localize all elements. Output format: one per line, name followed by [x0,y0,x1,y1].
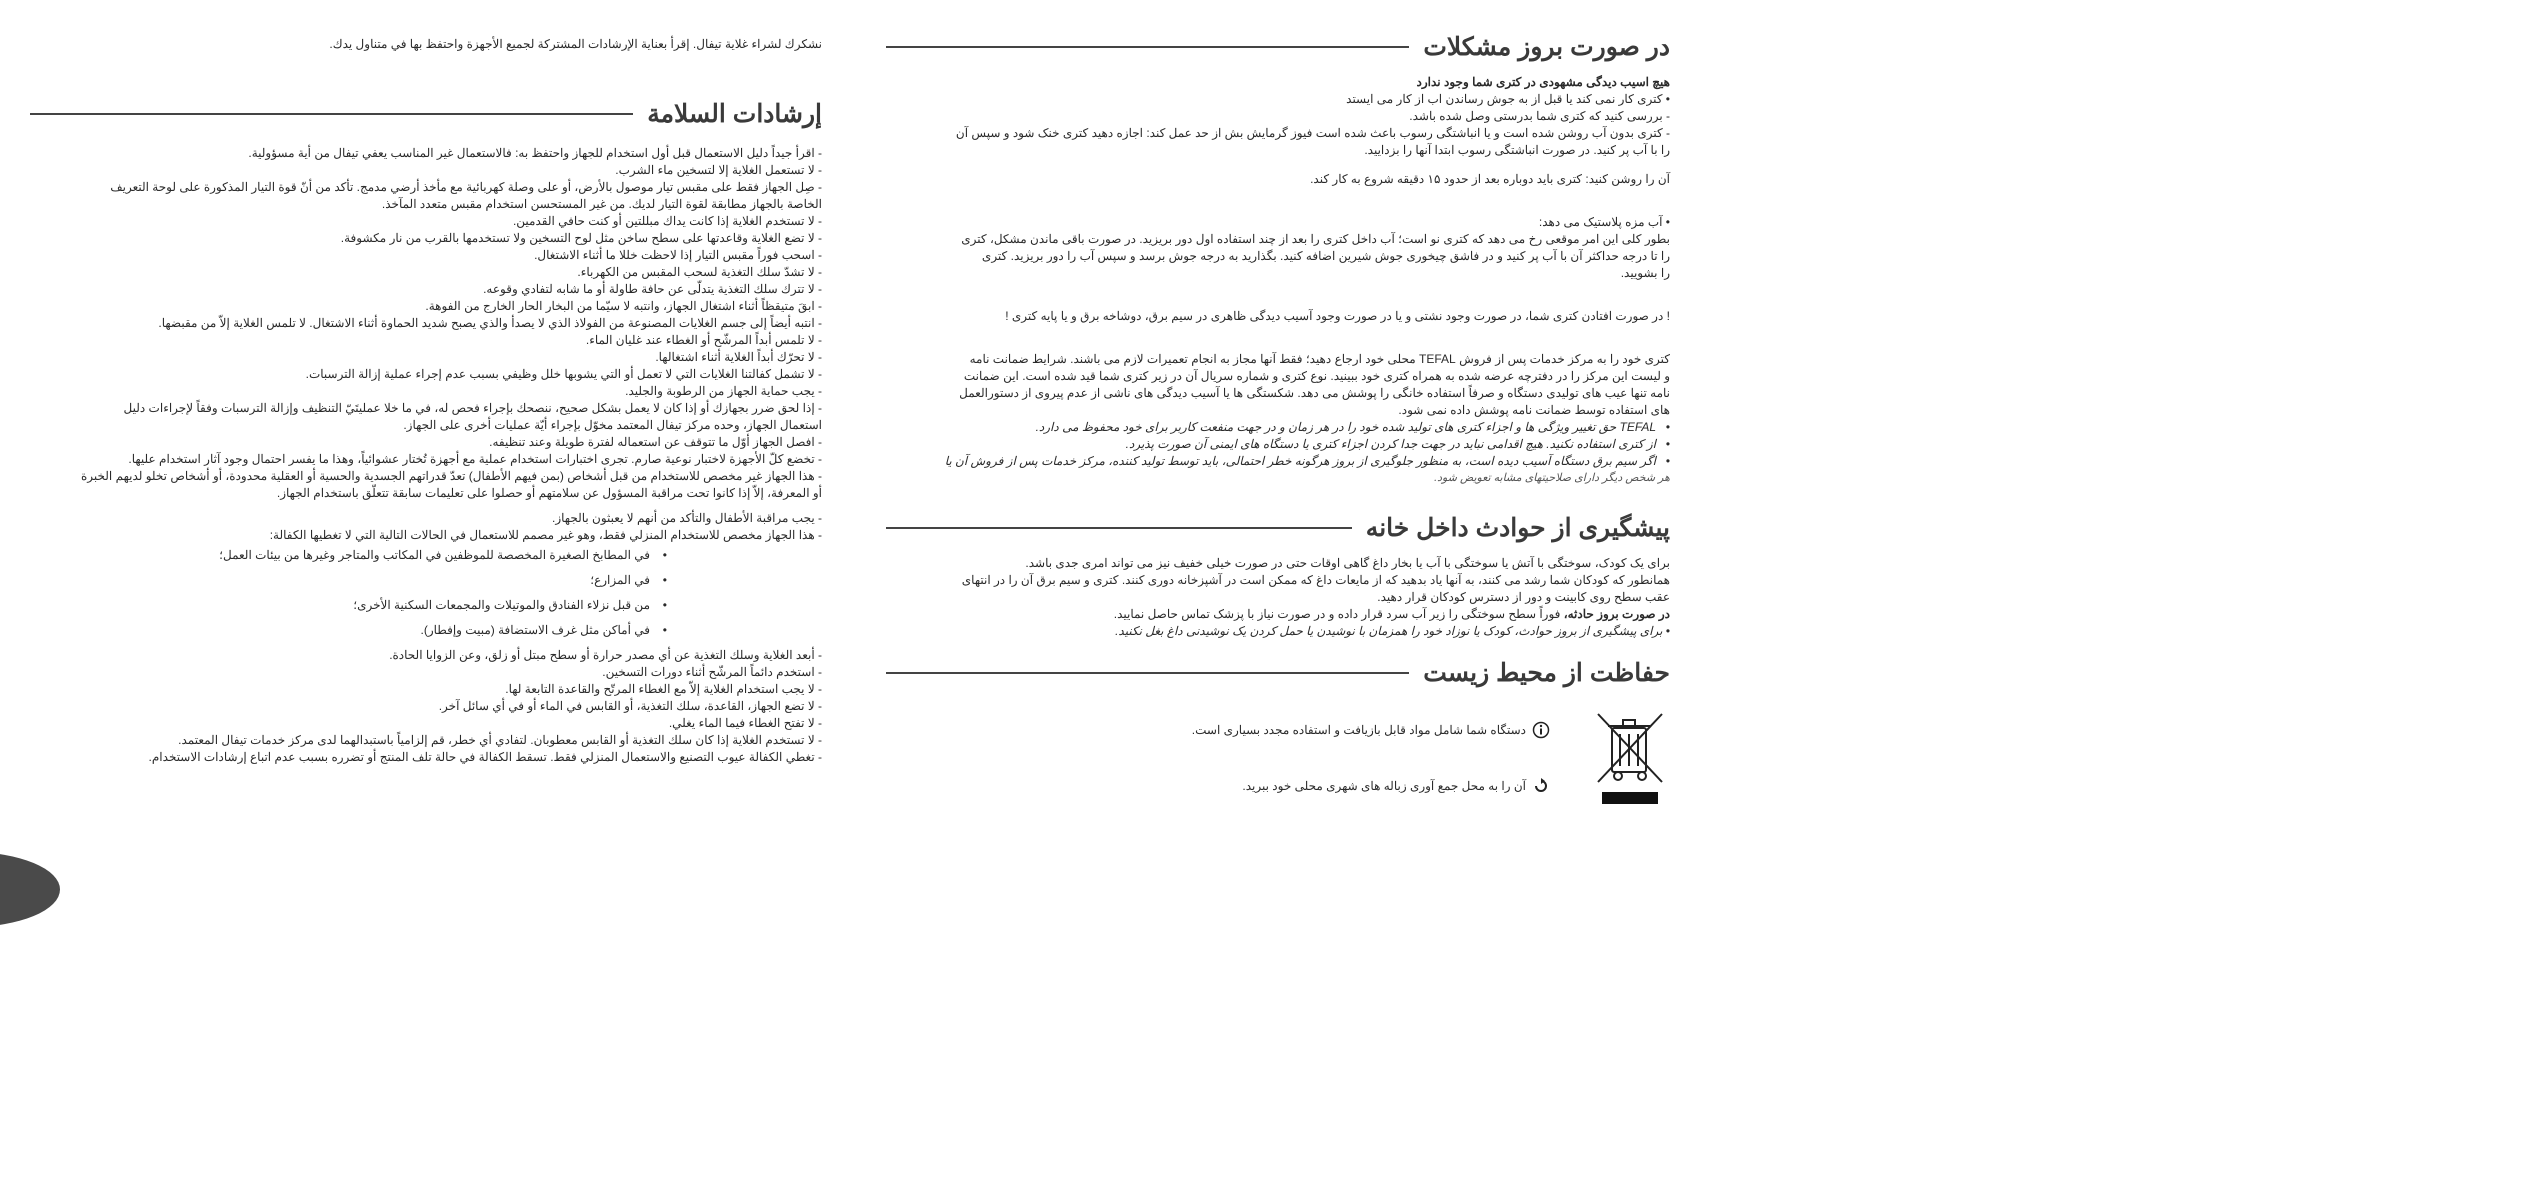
env-line2-text: آن را به محل جمع آوری زباله های شهری محلی خود ببرید. [1242,778,1526,793]
arabic-line: - أبعد الغلاية وسلك التغذية عن أي مصدر حرارة أو سطح مبتل أو زلق، وعن الزوايا الحادة. [389,648,822,662]
arabic-line: - لا تحرّك أبداً الغلاية أثناء اشتغالها. [655,350,822,364]
arabic-line: - لا تشدّ سلك التغذية لسحب المقبس من الكهرباء. [577,265,822,279]
persian-prevent-heading-text: پیشگیری از حوادث داخل خانه [1365,514,1670,542]
arabic-line: - لا تستخدم الغلاية إذا كانت يداك مبللتين أو كنت حافي القدمين. [512,214,822,228]
arabic-line: استعمال الجهاز، وحده مركز تيفال المعتمد مخوّل بإجراء أيّة عمليات أخرى على الجهاز. [403,418,822,432]
persian-italic-bullet: • از کتری استفاده نکنید. هیچ اقدامی نباید در جهت جدا کردن اجزاء کتری یا دستگاه های ایمنی آن صورت پذیرد. [886,436,1670,453]
info-icon [1532,721,1550,739]
arabic-line: - لا تضع الجهاز، القاعدة، سلك التغذية، أو القابس في الماء أو في أي سائل آخر. [438,699,822,713]
persian-line: • کتری کار نمی کند یا قبل از به جوش رساندن اب از کار می ایستد [1346,92,1670,106]
persian-line: و لیست این مرکز را در دفترچه عرضه شده به همراه کتری خود ببینید. نوع کتری و شماره سریال آن در زیر کتری شما قید شده است. این ضمانت [963,369,1670,383]
page-edge-tab [0,852,60,927]
arabic-line: - لا يجب استخدام الغلاية إلاّ مع الغطاء المرتّح والقاعدة التابعة لها. [505,682,822,696]
accident-line [886,606,1670,623]
arabic-safety-heading [30,99,822,129]
heading-rule [886,672,1409,674]
persian-env-heading-text: حفاظت از محیط زیست [1423,659,1670,687]
arabic-line: - اقرأ جيداً دليل الاستعمال قبل أول استخدام للجهاز واحتفظ به: فالاستعمال غير المناسب يعفي تيفال من أية مسؤولية. [248,146,822,160]
arabic-line: - هذا الجهاز مخصص للاستخدام المنزلي فقط، وهو غير مصمم للاستعمال في الحالات التالية التي لا تغطيها الكفالة: [269,528,822,542]
persian-line: را با آب پر کنید. در صورت انباشتگی رسوب ابتدا آنها را بزدایید. [1364,143,1670,157]
persian-env-heading [886,658,1670,688]
arabic-line: - لا تضع الغلاية وقاعدتها على سطح ساخن مثل لوح التسخين ولا تستخدمها بالقرب من نار مكشوفة. [340,231,822,245]
arabic-line: أو المعرفة، إلاّ إذا كانوا تحت مراقبة المسؤول عن سلامتهم أو حصلوا على تعليمات سابقة تتعلّق باستخدام الجهاز. [276,486,822,500]
persian-line: نامه تنها عیب های تولیدی دستگاه و صرفاً استفاده خانگی را پوشش می دهد. شکستگی ها یا آسیب دیدگی های ناشی از عدم پیروی از دستورالعمل [959,386,1670,400]
env-line1-text: دستگاه شما شامل مواد قابل بازیافت و استفاده مجدد بسیاری است. [1191,722,1526,737]
accident-rest: فوراً سطح سوختگی را زیر آب سرد قرار داده و در صورت نیاز با پزشک تماس حاصل نمایید. [1113,607,1564,621]
persian-line: کتری خود را به مرکز خدمات پس از فروش TEFAL محلی خود ارجاع دهید؛ فقط آنها مجاز به انجام تعمیرات لازم می باشند. شرایط ضمانت نامه [969,352,1670,366]
arabic-bullet: • في المطابخ الصغيرة المخصصة للموظفين في المكاتب والمتاجر وغيرها من بيئات العمل؛ [30,547,822,564]
arabic-line: - تخضع كلّ الأجهزة لاختبار نوعية صارم. تجرى اختبارات استخدام عملية مع أجهزة تُختار عشوائياً، وهذا ما يفسر احتمال وجود آثار استخدام عليها. [128,452,822,466]
arabic-line: - هذا الجهاز غير مخصص للاستخدام من قبل أشخاص (بمن فيهم الأطفال) تعدّ قدراتهم الجسدية والحسية أو العقلية محدودة، أو أشخاص تخلو لديهم الخبرة [80,469,822,483]
arabic-line: - لا تستعمل الغلاية إلا لتسخين ماء الشرب. [615,163,822,177]
arabic-column [30,0,822,766]
env-line-recycle [1192,721,1550,739]
crossed-out-bin-icon [1590,710,1670,805]
arabic-bullet: • في أماكن مثل غرف الاستضافة (مبيت وإفطار). [30,622,822,639]
persian-line: برای یک کودک، سوختگی با آتش یا سوختگی با آب یا بخار داغ گاهی اوقات حتی در صورت خیلی خفیف نیز می تواند امری جدی باشد. [1025,556,1670,570]
persian-line: - بررسی کنید که کتری شما بدرستی وصل شده باشد. [1409,109,1670,123]
heading-rule [30,113,633,115]
arabic-line: - افصل الجهاز أوّل ما تتوقف عن استعماله لفترة طويلة وعند تنظيفه. [489,435,822,449]
persian-line: بطور کلی این امر موقعی رخ می دهد که کتری نو است؛ آب داخل کتری را بعد از چند استفاده اول دور بریزید. در صورت باقی ماندن مشکل، کتری [961,232,1670,246]
persian-line: عقب سطح روی کابینت و دور از دسترس کودکان قرار دهید. [1377,590,1670,604]
arabic-line: - لا تلمس أبداً المرشّح أو الغطاء عند غليان الماء. [585,333,822,347]
persian-italic-bullet: • اگر سیم برق دستگاه آسیب دیده است، به منظور جلوگیری از بروز هرگونه خطر احتمالی، باید توسط تولید کننده، مرکز خدمات پس از فروش آن یا [886,453,1670,470]
arabic-line: - ابقَ متيقظاً أثناء اشتغال الجهاز، وانتبه لا سيّما من البخار الحار الخارج من الفوهة. [425,299,822,313]
persian-line: همانطور که کودکان شما رشد می کنند، به آنها یاد بدهید که از مایعات داغ که ممکن است در آشپزخانه دوری کنند. کتری و سیم برق آن را در انتهای [961,573,1670,587]
env-row [886,710,1670,805]
arabic-line: - اسحب فوراً مقبس التيار إذا لاحظت خللا ما أثناء الاشتغال. [534,248,822,262]
plastic-title: • آب مزه پلاستیک می دهد: [1538,215,1670,229]
arabic-line: - لا تستخدم الغلاية إذا كان سلك التغذية أو القابس معطوبان. لتفادي أي خطر، قم إلزامياً باستبدالهما لدى مركز خدمات تيفال المعتمد. [178,733,822,747]
persian-trouble-heading [886,32,1670,62]
arabic-bullet-list [30,547,822,639]
persian-line: های استفاده توسط ضمانت نامه پوشش داده نمی شود. [1398,403,1670,417]
arabic-line: - لا تترك سلك التغذية يتدلّى عن حافة طاولة أو ما شابه لتفادي وقوعه. [483,282,822,296]
arabic-intro: نشكرك لشراء غلاية تيفال. إقرأ بعناية الإرشادات المشتركة لجميع الأجهزة واحتفظ بها في متناول يدك. [329,37,822,51]
arabic-line: - لا تشمل كفالتنا الغلايات التي لا تعمل أو التي يشوبها خلل وظيفي بسبب عدم إجراء عملية إزالة الترسبات. [305,367,822,381]
arabic-line: - تغطي الكفالة عيوب التصنيع والاستعمال المنزلي فقط. تسقط الكفالة في حالة تلف المنتج أو تضرره بسبب عدم اتباع إرشادات الاستخدام. [148,750,822,764]
env-line-collect [1192,777,1550,795]
persian-line: را بشویید. [1620,266,1670,280]
arabic-line: - استخدم دائماً المرشّح أثناء دورات التسخين. [602,665,822,679]
persian-line: - کتری بدون آب روشن شده است و یا انباشتگی رسوب باعث شده است فیوز گرمایش بش از حد عمل کند: اجازه دهید کتری خنک شود و سپس آن [955,126,1670,140]
heading-rule [886,527,1352,529]
arabic-line: - يجب حماية الجهاز من الرطوبة والجليد. [625,384,822,398]
persian-trouble-heading-text: در صورت بروز مشکلات [1423,33,1670,61]
arabic-line: - إذا لحق ضرر بجهازك أو إذا كان لا يعمل بشكل صحيح، ننصحك بإجراء فحص له، في ما خلا عمليتَيّ التنظيف وإزالة الترسبات وفقاً لإجراءات دليل [123,401,822,415]
arabic-safety-heading-text: إرشادات السلامة [647,100,822,128]
persian-column [886,0,1670,805]
persian-line: را تا درجه حداکثر آن با آب پر کنید و در فاشق چیخوری جوش شیرین اضافه کنید. بگذارید به درجه جوش برسد و سپس آب را دور بریزید. کتری [981,249,1670,263]
arabic-bullet: • من قبل نزلاء الفنادق والموتيلات والمجمعات السكنية الأخرى؛ [30,597,822,614]
arabic-line: - صِل الجهاز فقط على مقبس تيار موصول بالأرض، أو على وصلة كهربائية مع مأخذ أرضي مدمج. تأكد من أنّ قوة التيار المذكورة على لوحة التعريف [110,180,822,194]
arabic-safety-list [30,145,822,766]
no-damage-title: هیچ اسیب دیدگی مشهودی در کتری شما وجود ندارد [1416,75,1670,89]
arabic-line: - انتبه أيضاً إلى جسم الغلايات المصنوعة من الفولاذ الذي لا يصدأ والذي يصبح شديد الحماوة أثناء الاشتغال. لا تلمس الغلاية إلاّ من مقبضها. [158,316,822,330]
drop-warning: ! در صورت افتادن کتری شما، در صورت وجود نشتی و یا در صورت وجود آسیب دیدگی ظاهری در سیم برق، دوشاخه برق و یا پایه کتری ! [1005,309,1670,323]
persian-italic-bullet: • TEFAL حق تغییر ویژگی ها و اجزاء کتری های تولید شده خود را در هر زمان و در جهت منفعت کاربر برای خود محفوظ می دارد. [886,419,1670,436]
heading-rule [886,46,1409,48]
arabic-line: - لا تفتح الغطاء فيما الماء يغلي. [668,716,822,730]
persian-line: آن را روشن کنید: کتری باید دوباره بعد از حدود ۱۵ دقیقه شروع به کار کند. [1310,172,1670,186]
env-lines [1192,721,1550,795]
accident-bold: در صورت بروز حادثه، [1563,607,1670,621]
persian-italic-tail: هر شخص دیگر دارای صلاحیتهای مشابه تعویض شود. [1434,472,1670,484]
arabic-line: الخاصة بالجهاز مطابقة لقوة التيار لديك. من غير المستحسن استخدام مقبس متعدد المآخذ. [381,197,822,211]
return-arrow-icon [1532,777,1550,795]
arabic-bullet: • في المزارع؛ [30,572,822,589]
prevent-italic: • برای پیشگیری از بروز حوادث، کودک یا نوزاد خود را همزمان با نوشیدن یا حمل کردن یک نوشیدنی داغ بغل نکنید. [1115,624,1670,638]
arabic-line: - يجب مراقبة الأطفال والتأكد من أنهم لا يعبثون بالجهاز. [552,511,822,525]
persian-prevent-heading [886,513,1670,543]
